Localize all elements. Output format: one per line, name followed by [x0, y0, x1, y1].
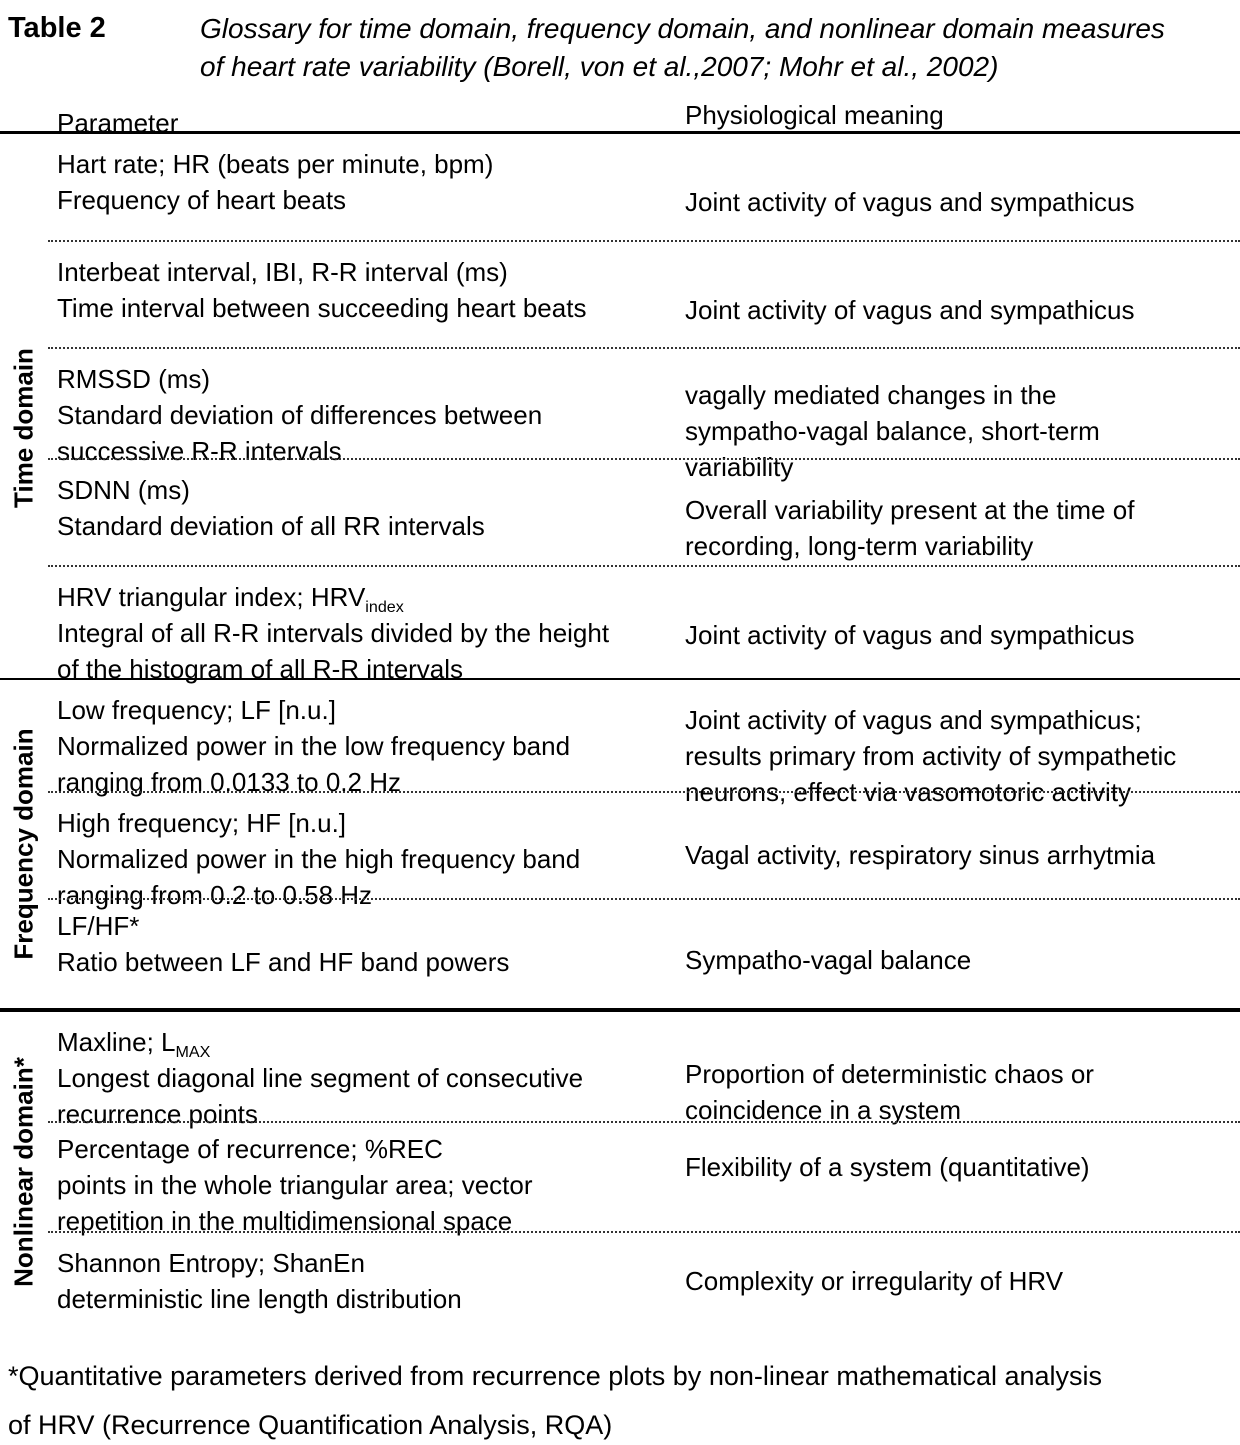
group-label-column	[0, 134, 48, 678]
table-row-lf-hf-ratio	[48, 898, 1240, 1008]
parameter-line: ranging from 0.2 to 0.58 Hz	[57, 880, 373, 910]
parameter-text: Maxline; L	[57, 1027, 176, 1057]
meaning-line: Flexibility of a system (quantitative)	[685, 1152, 1090, 1182]
group-time-domain	[0, 134, 1240, 684]
parameter-line: Ratio between LF and HF band powers	[57, 947, 510, 977]
group-frequency-domain	[0, 680, 1240, 1012]
parameter-line: Integral of all R-R intervals divided by the height	[57, 618, 610, 648]
table-row-sdnn	[48, 458, 1240, 565]
parameter-line: Hart rate; HR (beats per minute, bpm)	[57, 149, 494, 179]
table-row-interbeat-interval	[48, 240, 1240, 347]
table-row-percentage-of-recurrence	[48, 1121, 1240, 1236]
meaning-cell	[660, 567, 1240, 678]
table-row-heart-rate	[48, 134, 1240, 240]
parameter-cell	[48, 1123, 660, 1236]
table-row-hrv-triangular-index	[48, 565, 1240, 684]
table-caption-line-1: Glossary for time domain, frequency domain, and nonlinear domain measures	[200, 13, 1165, 44]
parameter-line	[57, 1024, 660, 1060]
parameter-line: Interbeat interval, IBI, R-R interval (ms)	[57, 257, 508, 287]
group-label-column	[0, 1012, 48, 1331]
parameter-line: recurrence points	[57, 1099, 258, 1129]
meaning-line: sympatho-vagal balance, short-term	[685, 416, 1100, 446]
meaning-line: results primary from activity of sympathetic	[685, 741, 1177, 771]
parameter-cell	[48, 349, 660, 466]
parameter-cell	[48, 900, 660, 1008]
meaning-cell	[660, 1233, 1240, 1331]
parameter-line: Percentage of recurrence; %REC	[57, 1134, 443, 1164]
meaning-line: vagally mediated changes in the	[685, 380, 1057, 410]
parameter-cell	[48, 680, 660, 797]
parameter-line: of the histogram of all R-R intervals	[57, 654, 464, 684]
parameter-cell	[48, 1012, 660, 1129]
meaning-cell	[660, 1012, 1240, 1125]
parameter-line: Normalized power in the low frequency band	[57, 731, 571, 761]
meaning-line: Vagal activity, respiratory sinus arrhytmia	[685, 840, 1156, 870]
table-row-rmssd	[48, 347, 1240, 482]
parameter-line: Shannon Entropy; ShanEn	[57, 1248, 365, 1278]
footnote-line-2: of HRV (Recurrence Quantification Analysis, RQA)	[8, 1410, 613, 1440]
table-row-low-frequency	[48, 680, 1240, 807]
parameter-subscript: MAX	[175, 1043, 211, 1062]
parameter-line: deterministic line length distribution	[57, 1284, 462, 1314]
meaning-cell	[660, 900, 1240, 1008]
group-label-time-domain: Time domain	[8, 348, 39, 508]
parameter-line: Longest diagonal line segment of consecutive	[57, 1063, 584, 1093]
meaning-line: Joint activity of vagus and sympathicus	[685, 187, 1135, 217]
group-label-nonlinear-domain: Nonlinear domain*	[8, 1056, 39, 1287]
meaning-cell	[660, 460, 1240, 565]
table-title-block	[8, 10, 1165, 86]
parameter-cell	[48, 567, 660, 684]
parameter-line: points in the whole triangular area; vector	[57, 1170, 533, 1200]
table-number: Table 2	[8, 12, 106, 44]
meaning-cell	[660, 349, 1240, 482]
group-label-frequency-domain: Frequency domain	[8, 728, 39, 960]
group-label-column	[0, 680, 48, 1008]
meaning-line: Joint activity of vagus and sympathicus	[685, 295, 1135, 325]
parameter-line: Normalized power in the high frequency band	[57, 844, 581, 874]
meaning-cell	[660, 134, 1240, 240]
meaning-line: recording, long-term variability	[685, 531, 1034, 561]
table-caption	[200, 10, 1165, 86]
meaning-line: variability	[685, 452, 794, 482]
parameter-cell	[48, 134, 660, 240]
parameter-line: ranging from 0.0133 to 0.2 Hz	[57, 767, 401, 797]
meaning-cell	[660, 793, 1240, 898]
parameter-line: SDNN (ms)	[57, 475, 190, 505]
parameter-cell	[48, 242, 660, 347]
column-header-physiological-meaning: Physiological meaning	[685, 100, 944, 130]
parameter-text: HRV triangular index; HRV	[57, 582, 366, 612]
meaning-line: coincidence in a system	[685, 1095, 962, 1125]
group-rows	[48, 1012, 1240, 1331]
table-row-shannon-entropy	[48, 1231, 1240, 1331]
table-header-row	[0, 96, 1240, 138]
meaning-line: Joint activity of vagus and sympathicus	[685, 620, 1135, 650]
meaning-line: Joint activity of vagus and sympathicus;	[685, 705, 1142, 735]
group-nonlinear-domain	[0, 1012, 1240, 1331]
meaning-cell	[660, 1123, 1240, 1231]
parameter-line	[57, 579, 660, 615]
group-rows	[48, 680, 1240, 1008]
parameter-line: Frequency of heart beats	[57, 185, 347, 215]
parameter-line: repetition in the multidimensional space	[57, 1206, 513, 1236]
parameter-cell	[48, 793, 660, 910]
parameter-line: successive R-R intervals	[57, 436, 342, 466]
meaning-cell	[660, 680, 1240, 807]
table-row-high-frequency	[48, 791, 1240, 910]
meaning-line: neurons, effect via vasomotoric activity	[685, 777, 1132, 807]
hrv-glossary-table	[0, 96, 1240, 1331]
meaning-line: Overall variability present at the time of	[685, 495, 1135, 525]
meaning-line: Proportion of deterministic chaos or	[685, 1059, 1094, 1089]
meaning-line: Sympatho-vagal balance	[685, 945, 972, 975]
footnote-line-1: *Quantitative parameters derived from recurrence plots by non-linear mathematical analysis	[8, 1361, 1103, 1391]
column-header-parameter: Parameter	[57, 108, 179, 138]
parameter-line: Time interval between succeeding heart beats	[57, 293, 587, 323]
parameter-cell	[48, 460, 660, 565]
parameter-subscript: index	[365, 598, 404, 617]
parameter-cell	[48, 1233, 660, 1331]
parameter-line: RMSSD (ms)	[57, 364, 211, 394]
table-row-maxline	[48, 1012, 1240, 1129]
meaning-cell	[660, 242, 1240, 347]
table-caption-line-2: of heart rate variability (Borell, von et al.,2007; Mohr et al., 2002)	[200, 51, 999, 82]
parameter-line: LF/HF*	[57, 911, 140, 941]
parameter-line: Standard deviation of differences between	[57, 400, 543, 430]
parameter-line: Low frequency; LF [n.u.]	[57, 695, 336, 725]
meaning-line: Complexity or irregularity of HRV	[685, 1266, 1064, 1296]
parameter-line: High frequency; HF [n.u.]	[57, 808, 347, 838]
header-spacer	[0, 96, 48, 131]
parameter-line: Standard deviation of all RR intervals	[57, 511, 485, 541]
group-rows	[48, 134, 1240, 684]
table-footnote	[8, 1352, 1102, 1445]
